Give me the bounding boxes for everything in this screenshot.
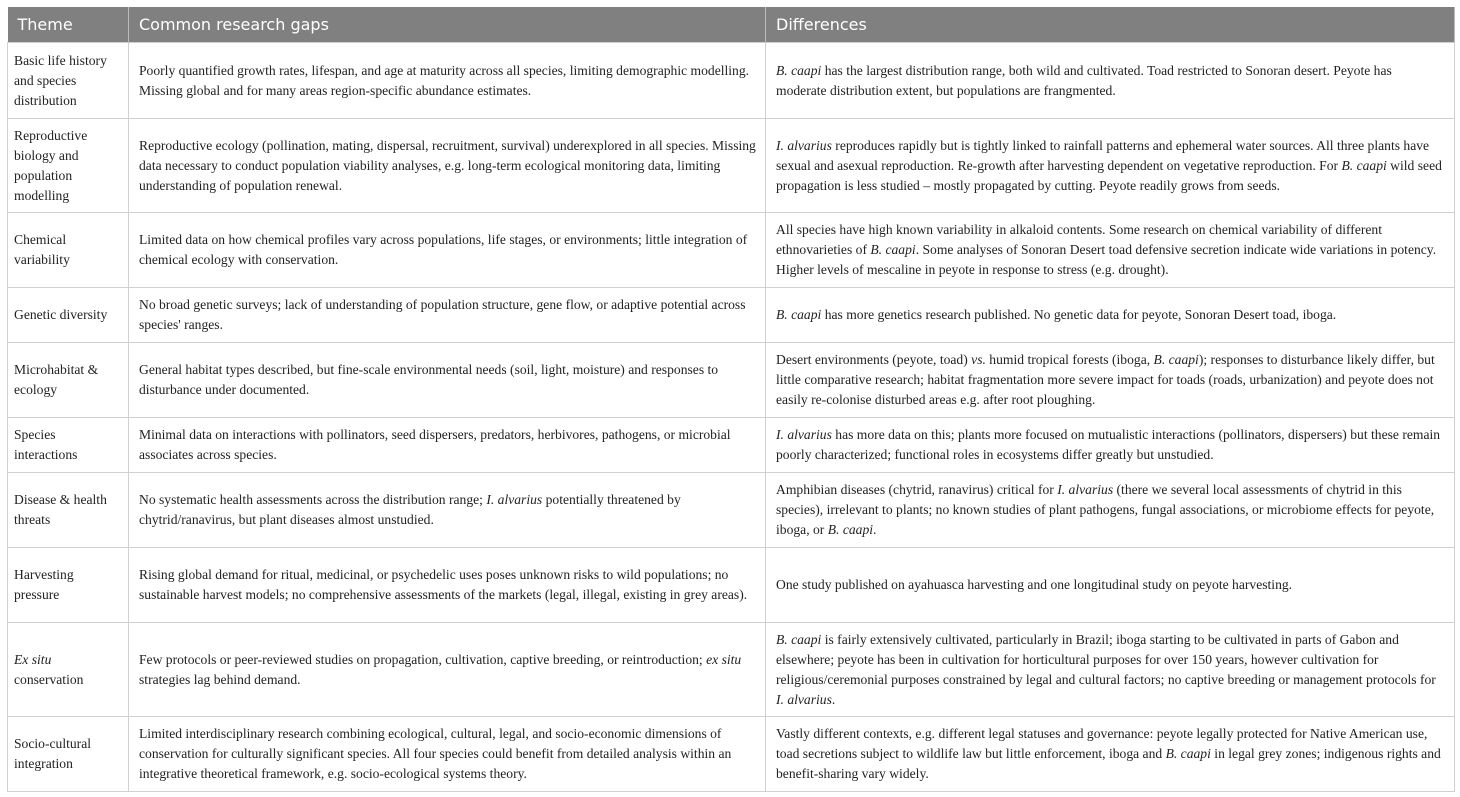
cell-text: No systematic health assessments across the distribution range; xyxy=(139,492,487,507)
cell-text: Limited data on how chemical profiles vary across populations, life stages, or environments; little integration of chemical ecology with conservation. xyxy=(139,232,748,267)
table-row xyxy=(8,473,1455,548)
cell-text: Genetic diversity xyxy=(14,307,108,322)
species-name-italic: I. alvarius xyxy=(486,492,543,507)
cell-text: Microhabitat & ecology xyxy=(14,362,99,397)
header-common-research-gaps: Common research gaps xyxy=(129,7,766,43)
cell-text: . Some analyses of Sonoran Desert toad defensive secretion indicate wide variations in potency. Higher levels of mescaline in peyote in response to stress (e.g. drought). xyxy=(776,242,1437,277)
cell-text: One study published on ayahuasca harvesting and one longitudinal study on peyote harvesting. xyxy=(776,577,1293,592)
species-name-italic: B. caapi xyxy=(827,522,874,537)
differences-cell xyxy=(766,717,1455,792)
table-row xyxy=(8,343,1455,418)
species-name-italic: B. caapi xyxy=(1153,352,1199,367)
species-name-italic: I. alvarius xyxy=(776,691,832,707)
cell-text: Poorly quantified growth rates, lifespan, and age at maturity across all species, limiting demographic modelling. Missing global and for many areas region-specific abundance estimates. xyxy=(139,62,750,98)
cell-text: strategies lag behind demand. xyxy=(139,671,301,687)
species-name-italic: B. caapi xyxy=(1165,746,1211,761)
research-gaps-cell xyxy=(129,119,766,213)
table-row xyxy=(8,119,1455,213)
research-gaps-cell xyxy=(129,288,766,343)
theme-cell xyxy=(8,548,129,623)
research-gaps-cell xyxy=(129,623,766,717)
cell-text: Disease & health threats xyxy=(14,492,107,527)
theme-cell xyxy=(8,43,129,119)
theme-cell xyxy=(8,288,129,343)
theme-cell xyxy=(8,213,129,288)
cell-text: Reproductive ecology (pollination, mating, dispersal, recruitment, survival) underexplored in all species. Missing data necessary to conduct population viability analyses, e.g. long-term ecological monitoring data, limiting understanding of population renewal. xyxy=(139,137,756,193)
species-name-italic: ex situ xyxy=(706,651,742,667)
table-row xyxy=(8,418,1455,473)
species-name-italic: I. alvarius xyxy=(1057,482,1114,497)
cell-text: has the largest distribution range, both wild and cultivated. Toad restricted to Sonoran desert. Peyote has moderate distribution extent, but populations are frangmented. xyxy=(776,62,1392,98)
differences-cell xyxy=(766,623,1455,717)
table-row xyxy=(8,623,1455,717)
species-name-italic: vs. xyxy=(971,352,986,367)
cell-text: Limited interdisciplinary research combining ecological, cultural, legal, and socio-economic dimensions of conservation for culturally significant species. All four species could benefit from detailed analysis within an integrative theoretical framework, e.g. socio-ecological systems theory. xyxy=(139,726,732,781)
cell-text: All species have high known variability in alkaloid contents. Some research on chemical variability of different ethnovarieties of xyxy=(776,222,1382,257)
table-row xyxy=(8,717,1455,792)
cell-text: . xyxy=(831,691,836,707)
table-row xyxy=(8,288,1455,343)
cell-text: in legal grey zones; indigenous rights and benefit-sharing vary widely. xyxy=(776,746,1441,781)
research-gaps-table xyxy=(7,7,1455,792)
species-name-italic: B. caapi xyxy=(776,307,822,322)
theme-cell xyxy=(8,418,129,473)
cell-text: Desert environments (peyote, toad) xyxy=(776,352,972,367)
species-name-italic: Ex situ xyxy=(14,651,52,667)
species-name-italic: I. alvarius xyxy=(776,137,832,153)
cell-text: Amphibian diseases (chytrid, ranavirus) critical for xyxy=(776,482,1058,497)
species-name-italic: B. caapi xyxy=(776,62,822,78)
research-gaps-cell xyxy=(129,473,766,548)
cell-text: Reproductive biology and population modelling xyxy=(14,127,88,203)
cell-text: Rising global demand for ritual, medicinal, or psychedelic uses poses unknown risks to wild populations; no sustainable harvest models; no comprehensive assessments of the markets (legal, illegal, existing in grey areas). xyxy=(139,567,748,602)
cell-text: reproduces rapidly but is tightly linked to rainfall patterns and ephemeral water sources. All three plants have sexual and asexual reproduction. Re-growth after harvesting dependent on vegetative reproduction. For xyxy=(776,137,1430,173)
cell-text: No broad genetic surveys; lack of understanding of population structure, gene flow, or adaptive potential across species' ranges. xyxy=(139,297,746,332)
species-name-italic: B. caapi xyxy=(776,631,822,647)
table-row xyxy=(8,43,1455,119)
table-row xyxy=(8,213,1455,288)
cell-text: humid tropical forests (iboga, xyxy=(985,352,1154,367)
cell-text: Chemical variability xyxy=(14,232,70,267)
cell-text: potentially threatened by chytrid/ranavirus, but plant diseases almost unstudied. xyxy=(139,492,681,527)
theme-cell xyxy=(8,473,129,548)
research-gaps-cell xyxy=(129,343,766,418)
cell-text: ); responses to disturbance likely differ, but little comparative research; habitat fragmentation more severe impact for toads (roads, urbanization) and peyote does not easily re-colonise disturbed areas e.g. after root ploughing. xyxy=(776,352,1435,407)
species-name-italic: B. caapi xyxy=(1341,157,1387,173)
differences-cell xyxy=(766,473,1455,548)
header-theme: Theme xyxy=(8,7,129,43)
species-name-italic: B. caapi xyxy=(870,242,916,257)
differences-cell xyxy=(766,343,1455,418)
research-gaps-cell xyxy=(129,548,766,623)
differences-cell xyxy=(766,119,1455,213)
differences-cell xyxy=(766,288,1455,343)
differences-cell xyxy=(766,43,1455,119)
cell-text: Basic life history and species distribution xyxy=(14,52,107,108)
header-row xyxy=(8,7,1455,43)
table-row xyxy=(8,548,1455,623)
cell-text: Minimal data on interactions with pollinators, seed dispersers, predators, herbivores, pathogens, or microbial associates across species. xyxy=(139,427,731,462)
research-gaps-cell xyxy=(129,717,766,792)
research-gaps-cell xyxy=(129,43,766,119)
cell-text: Socio-cultural integration xyxy=(14,736,92,771)
differences-cell xyxy=(766,548,1455,623)
cell-text: Few protocols or peer-reviewed studies on propagation, cultivation, captive breeding, or reintroduction; xyxy=(139,651,707,667)
research-gaps-cell xyxy=(129,418,766,473)
theme-cell xyxy=(8,119,129,213)
theme-cell xyxy=(8,623,129,717)
cell-text: conservation xyxy=(14,671,84,687)
research-gaps-cell xyxy=(129,213,766,288)
header-differences: Differences xyxy=(766,7,1455,43)
differences-cell xyxy=(766,418,1455,473)
cell-text: . xyxy=(873,522,877,537)
cell-text: wild seed propagation is less studied – mostly propagated by cutting. Peyote readily grows from seeds. xyxy=(776,157,1442,193)
cell-text: General habitat types described, but fine-scale environmental needs (soil, light, moisture) and responses to disturbance under documented. xyxy=(139,362,719,397)
cell-text: Harvesting pressure xyxy=(14,567,74,602)
cell-text: is fairly extensively cultivated, particularly in Brazil; iboga starting to be cultivated in parts of Gabon and elsewhere; peyote has been in cultivation for horticultural purposes for over 150 years, however cultivation for religious/ceremonial purposes constrained by legal and cultural factors; no captive breeding or management protocols for xyxy=(776,631,1436,687)
differences-cell xyxy=(766,213,1455,288)
cell-text: has more genetics research published. No genetic data for peyote, Sonoran Desert toad, iboga. xyxy=(821,307,1337,322)
cell-text: Species interactions xyxy=(14,427,78,462)
theme-cell xyxy=(8,343,129,418)
theme-cell xyxy=(8,717,129,792)
cell-text: (there we several local assessments of chytrid in this species), irrelevant to plants; no known studies of plant pathogens, fungal associations, or microbiome effects for peyote, iboga, or xyxy=(776,482,1435,537)
cell-text: Vastly different contexts, e.g. different legal statuses and governance: peyote legally protected for Native American use, toad secretions subject to wildlife law but little enforcement, iboga and xyxy=(776,726,1428,761)
species-name-italic: I. alvarius xyxy=(776,427,832,442)
cell-text: has more data on this; plants more focused on mutualistic interactions (pollinators, dispersers) but these remain poorly characterized; functional roles in ecosystems differ greatly but unstudied. xyxy=(776,427,1441,462)
